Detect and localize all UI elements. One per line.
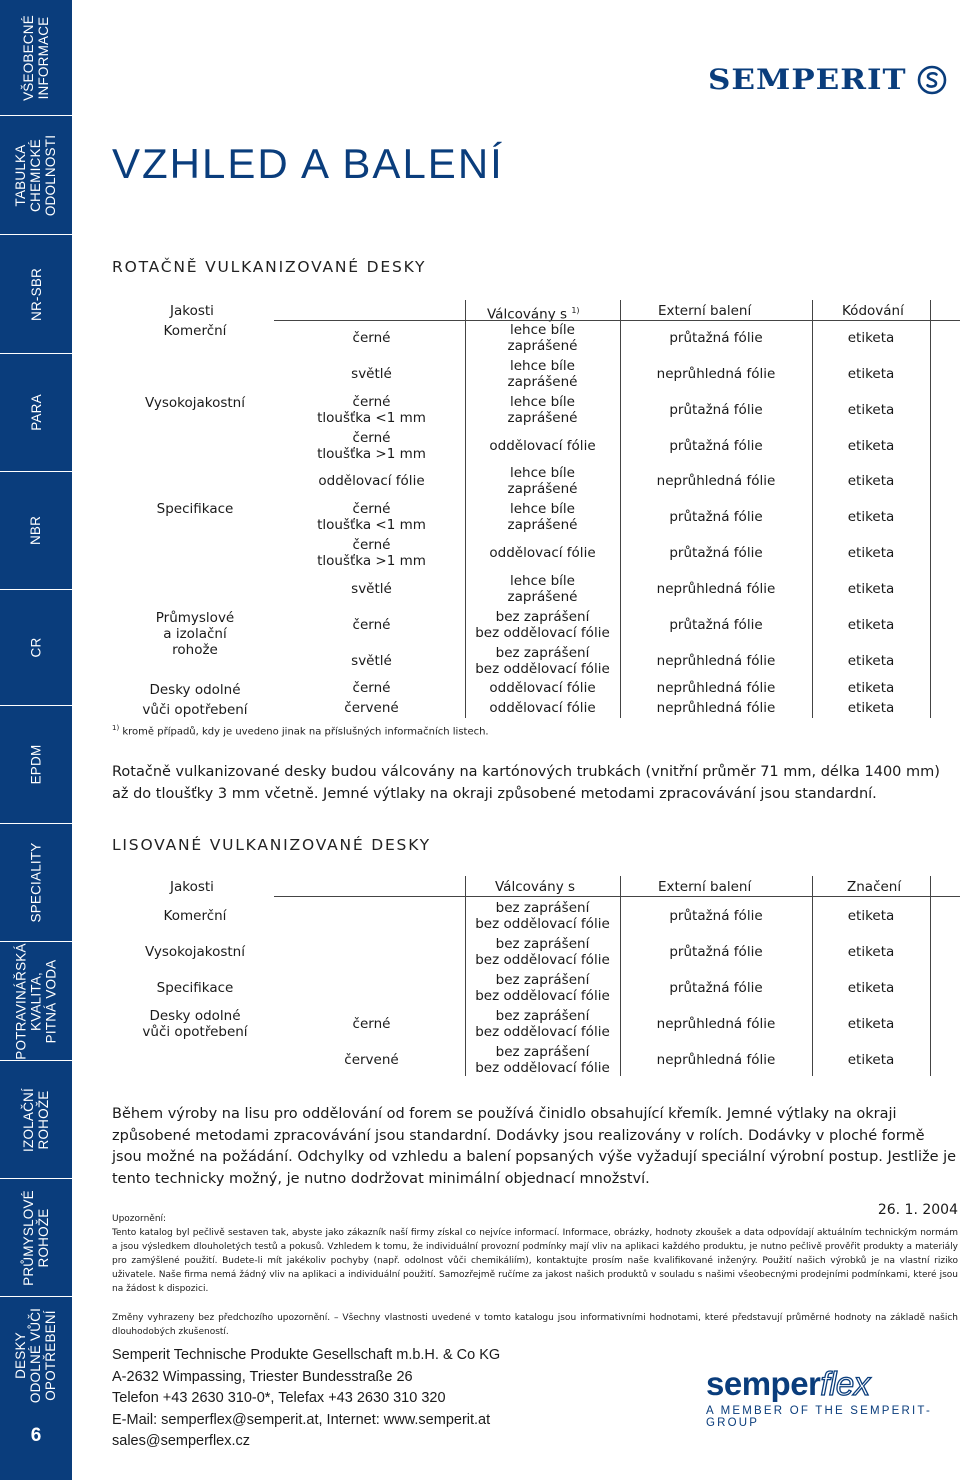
section-heading-lisovane: LISOVANÉ VULKANIZOVANÉ DESKY	[112, 836, 431, 854]
sidebar-tab-speciality[interactable]	[0, 824, 72, 942]
tab-label: SPECIALITY	[28, 842, 44, 923]
cell-kod: etiketa	[847, 581, 895, 597]
group-label-komercni: Komerční	[163, 323, 227, 339]
tab-label: DESKY ODOLNÉ VŮČI OPOTŘEBENÍ	[13, 1307, 59, 1404]
col-header-baleni: Externí balení	[658, 303, 752, 319]
col-header-valcovany	[487, 300, 580, 322]
cell-kod: etiketa	[847, 944, 895, 960]
address-line: Telefon +43 2630 310-0*, Telefax +43 2630 310 320	[112, 1390, 446, 1406]
cell-valcovany: bez zaprášení bez oddělovací fólie	[475, 900, 610, 932]
cell-kod: etiketa	[847, 473, 895, 489]
cell-baleni: průtažná fólie	[669, 545, 763, 561]
publication-date: 26. 1. 2004	[877, 1202, 958, 1218]
cell-barva: černé tloušťka <1 mm	[317, 501, 426, 533]
sidebar-tab-vseobecne-informace[interactable]	[0, 0, 72, 116]
footnote-text: kromě případů, kdy je uvedeno jinak na příslušných informačních listech.	[122, 726, 489, 738]
company-address	[112, 1345, 500, 1453]
upozorneni-label: Upozornění:	[112, 1214, 167, 1224]
tab-label: POTRAVINÁŘSKÁ KVALITA, PITNÁ VODA	[13, 942, 59, 1060]
cell-valcovany: lehce bíle zaprášené	[507, 501, 578, 533]
semperit-logo	[708, 62, 947, 98]
cell-kod: etiketa	[847, 700, 895, 716]
cell-valcovany: oddělovací fólie	[489, 700, 596, 716]
cell-kod: etiketa	[847, 980, 895, 996]
cell-kod: etiketa	[847, 545, 895, 561]
cell-baleni: průtažná fólie	[669, 908, 763, 924]
rotacne-paragraph: Rotačně vulkanizované desky budou válcovány na kartónových trubkách (vnitřní průměr 71 mm, délka 1400 mm) až do tloušťky 3 mm včetně. Jemné výtlaky na okraji způsobené metodami zpracovávání jsou standardní.	[112, 764, 940, 802]
upozorneni-text: Tento katalog byl pečlivě sestaven tak, abyste jako zákazník naší firmy získal co nejvíce informací. Informace, obrázky, hodnoty zkoušek a data odpovídají aktuálním technickým normám a jsou výsledkem dlouholetých testů a pokusů. Vzhledem k tomu, že individuální provozní podmínky mají vliv na aplikaci každého produktu, je nutno pečlivě prověřit produkty a materiály pro zamýšlené použití. Budete-li mít jakékoliv pochyby (např. odolnost vůči chemikáliím), kontaktujte prosím naše kvalifikované inženýry. Použití našich výrobků je na vlastní riziko uživatele. Naše firma nemá žádný vliv na aplikaci a individuální použití. Samozřejmě ručíme za jakost našich produktů v souladu s našimi všeobecnými prodejními podmínkami, které jsou na žádost k dispozici.	[112, 1228, 958, 1294]
col-divider	[812, 876, 813, 1076]
cell-baleni: neprůhledná fólie	[656, 581, 776, 597]
cell-valcovany: bez zaprášení bez oddělovací fólie	[475, 936, 610, 968]
cell-baleni: průtažná fólie	[669, 402, 763, 418]
cell-kod: etiketa	[847, 680, 895, 696]
col-divider	[620, 876, 621, 1076]
cell-valcovany: bez zaprášení bez oddělovací fólie	[475, 645, 610, 677]
tab-label: IZOLAČNÍ ROHOŽE	[21, 1087, 51, 1152]
cell-valcovany: lehce bíle zaprášené	[507, 358, 578, 390]
tab-label: TABULKA CHEMICKÉ ODOLNOSTI	[13, 134, 59, 216]
sidebar-tab-nbr[interactable]	[0, 472, 72, 590]
cell-valcovany: bez zaprášení bez oddělovací fólie	[475, 609, 610, 641]
page-number: 6	[30, 1425, 42, 1446]
cell-baleni: neprůhledná fólie	[656, 700, 776, 716]
sidebar-tab-cr[interactable]	[0, 590, 72, 706]
cell-baleni: neprůhledná fólie	[656, 366, 776, 382]
footnote-mark: 1)	[112, 724, 120, 732]
sidebar-tab-tabulka-chemicke-odolnosti[interactable]	[0, 116, 72, 235]
cell-baleni: průtažná fólie	[669, 980, 763, 996]
sidebar-tab-desky-odolne[interactable]	[0, 1297, 72, 1414]
semperflex-tagline: A MEMBER OF THE SEMPERIT-GROUP	[706, 1405, 933, 1429]
cell-jakost: Desky odolné vůči opotřebení	[142, 1008, 248, 1040]
semperit-s-emblem-icon	[917, 65, 947, 95]
sidebar-tab-epdm[interactable]	[0, 706, 72, 824]
col-divider	[930, 300, 931, 718]
cell-barva: černé	[352, 680, 391, 696]
footnote	[112, 724, 489, 737]
cell-kod: etiketa	[847, 509, 895, 525]
address-line: Semperit Technische Produkte Gesellschaft m.b.H. & Co KG	[112, 1347, 501, 1363]
cell-valcovany: lehce bíle zaprášené	[507, 573, 578, 605]
cell-valcovany: lehce bíle zaprášené	[507, 465, 578, 497]
zmeny-text: Změny vyhrazeny bez předchozího upozornění. – Všechny vlastnosti uvedené v tomto katalogu jsou informativními hodnotami, které představují průměrné hodnoty na základě našich dlouhodobých zkušeností.	[112, 1313, 958, 1337]
address-line: A-2632 Wimpassing, Triester Bundesstraße 26	[112, 1368, 413, 1385]
sidebar-tab-izolacni-rohoze[interactable]	[0, 1061, 72, 1179]
col-header-znaceni: Značení	[847, 879, 902, 895]
cell-valcovany: oddělovací fólie	[489, 680, 596, 696]
semperflex-outline: flex	[820, 1365, 870, 1402]
cell-barva: oddělovací fólie	[318, 473, 425, 489]
sidebar-tab-nr-sbr[interactable]	[0, 235, 72, 354]
header-rule	[274, 896, 960, 897]
cell-kod: etiketa	[847, 366, 895, 382]
semperit-wordmark: SEMPERIT	[708, 63, 907, 97]
tab-label: NR-SBR	[28, 267, 44, 321]
cell-valcovany: bez zaprášení bez oddělovací fólie	[475, 972, 610, 1004]
cell-kod: etiketa	[847, 1052, 895, 1068]
address-line: E-Mail: semperflex@semperit.at, Internet: www.semperit.at	[112, 1411, 491, 1428]
cell-kod: etiketa	[847, 908, 895, 924]
cell-jakost: Specifikace	[156, 980, 234, 996]
cell-barva: černé tloušťka >1 mm	[317, 430, 426, 462]
col-divider	[930, 876, 931, 1076]
cell-barva: černé	[352, 1016, 391, 1032]
cell-barva: červené	[344, 700, 399, 716]
cell-kod: etiketa	[847, 1016, 895, 1032]
cell-kod: etiketa	[847, 438, 895, 454]
header-rule	[274, 320, 960, 321]
cell-valcovany: lehce bíle zaprášené	[507, 322, 578, 354]
cell-baleni: průtažná fólie	[669, 617, 763, 633]
cell-barva: černé tloušťka >1 mm	[317, 537, 426, 569]
sidebar-tab-para[interactable]	[0, 354, 72, 472]
cell-kod: etiketa	[847, 330, 895, 346]
cell-barva: světlé	[351, 653, 392, 669]
cell-jakost: Vysokojakostní	[144, 944, 245, 960]
semperflex-logo	[706, 1365, 960, 1429]
sidebar-tab-prumyslove-rohoze[interactable]	[0, 1179, 72, 1297]
lisovane-paragraph: Během výroby na lisu pro oddělování od forem se používá činidlo obsahující křemík. Jemné výtlaky na okraji způsobené metodami zpracovávání jsou standardní. Dodávky jsou realizovány v rolích. Dodávky v ploché formě jsou možné na požádání. Odchylky od vzhledu a balení popsaných výše vyžadují speciální výrobní postup. Jestliže je tento technicky možný, je nutno dodržovat minimální objednací množství.	[112, 1106, 957, 1187]
tab-label: PARA	[28, 394, 44, 431]
cell-baleni: průtažná fólie	[669, 438, 763, 454]
semperflex-wordmark	[706, 1365, 960, 1403]
rotacne-table	[112, 300, 960, 720]
group-label-prumyslove: Průmyslové a izolační rohože	[155, 610, 235, 658]
cell-barva: červené	[344, 1052, 399, 1068]
cell-barva: světlé	[351, 366, 392, 382]
tab-label: EPDM	[28, 744, 44, 785]
sidebar-nav	[0, 0, 72, 1480]
cell-kod: etiketa	[847, 617, 895, 633]
cell-barva: světlé	[351, 581, 392, 597]
cell-baleni: průtažná fólie	[669, 944, 763, 960]
col-header-jakosti: Jakosti	[170, 303, 214, 319]
tab-label: PRŮMYSLOVÉ ROHOŽE	[21, 1189, 51, 1286]
col-header-baleni: Externí balení	[658, 879, 752, 895]
cell-valcovany: oddělovací fólie	[489, 545, 596, 561]
cell-baleni: neprůhledná fólie	[656, 653, 776, 669]
cell-valcovany: oddělovací fólie	[489, 438, 596, 454]
tab-label: NBR	[28, 515, 44, 546]
col-header-valcovany-sup: 1)	[571, 306, 580, 315]
col-header-jakosti: Jakosti	[170, 879, 214, 895]
cell-baleni: neprůhledná fólie	[656, 680, 776, 696]
cell-jakost: Komerční	[163, 908, 227, 924]
col-header-valcovany-text: Válcovány s	[487, 306, 568, 323]
group-label-desky-odolne: Desky odolné vůči opotřebení	[142, 682, 248, 718]
cell-barva: černé	[352, 617, 391, 633]
cell-baleni: neprůhledná fólie	[656, 1016, 776, 1032]
cell-barva: černé	[352, 330, 391, 346]
sidebar-tab-potravinarska-kvalita[interactable]	[0, 942, 72, 1061]
col-header-kodovani: Kódování	[842, 303, 904, 319]
cell-valcovany: lehce bíle zaprášené	[507, 394, 578, 426]
cell-baleni: průtažná fólie	[669, 330, 763, 346]
cell-barva: černé tloušťka <1 mm	[317, 394, 426, 426]
page-title: VZHLED A BALENÍ	[112, 140, 504, 187]
cell-kod: etiketa	[847, 402, 895, 418]
cell-baleni: průtažná fólie	[669, 509, 763, 525]
cell-valcovany: bez zaprášení bez oddělovací fólie	[475, 1044, 610, 1076]
section-heading-rotacne: ROTAČNĚ VULKANIZOVANÉ DESKY	[112, 258, 427, 276]
cell-baleni: neprůhledná fólie	[656, 473, 776, 489]
semperflex-bold: semper	[706, 1365, 821, 1402]
cell-baleni: neprůhledná fólie	[656, 1052, 776, 1068]
col-header-valcovany: Válcovány s	[495, 879, 576, 895]
tab-label: VŠEOBECNÉ INFORMACE	[21, 14, 52, 101]
cell-kod: etiketa	[847, 653, 895, 669]
lisovane-table	[112, 876, 960, 1076]
address-line: sales@semperflex.cz	[112, 1433, 251, 1449]
tab-label: CR	[28, 637, 44, 658]
group-label-vysokojakostni: Vysokojakostní	[144, 395, 245, 411]
cell-valcovany: bez zaprášení bez oddělovací fólie	[475, 1008, 610, 1040]
group-label-specifikace: Specifikace	[156, 501, 234, 517]
